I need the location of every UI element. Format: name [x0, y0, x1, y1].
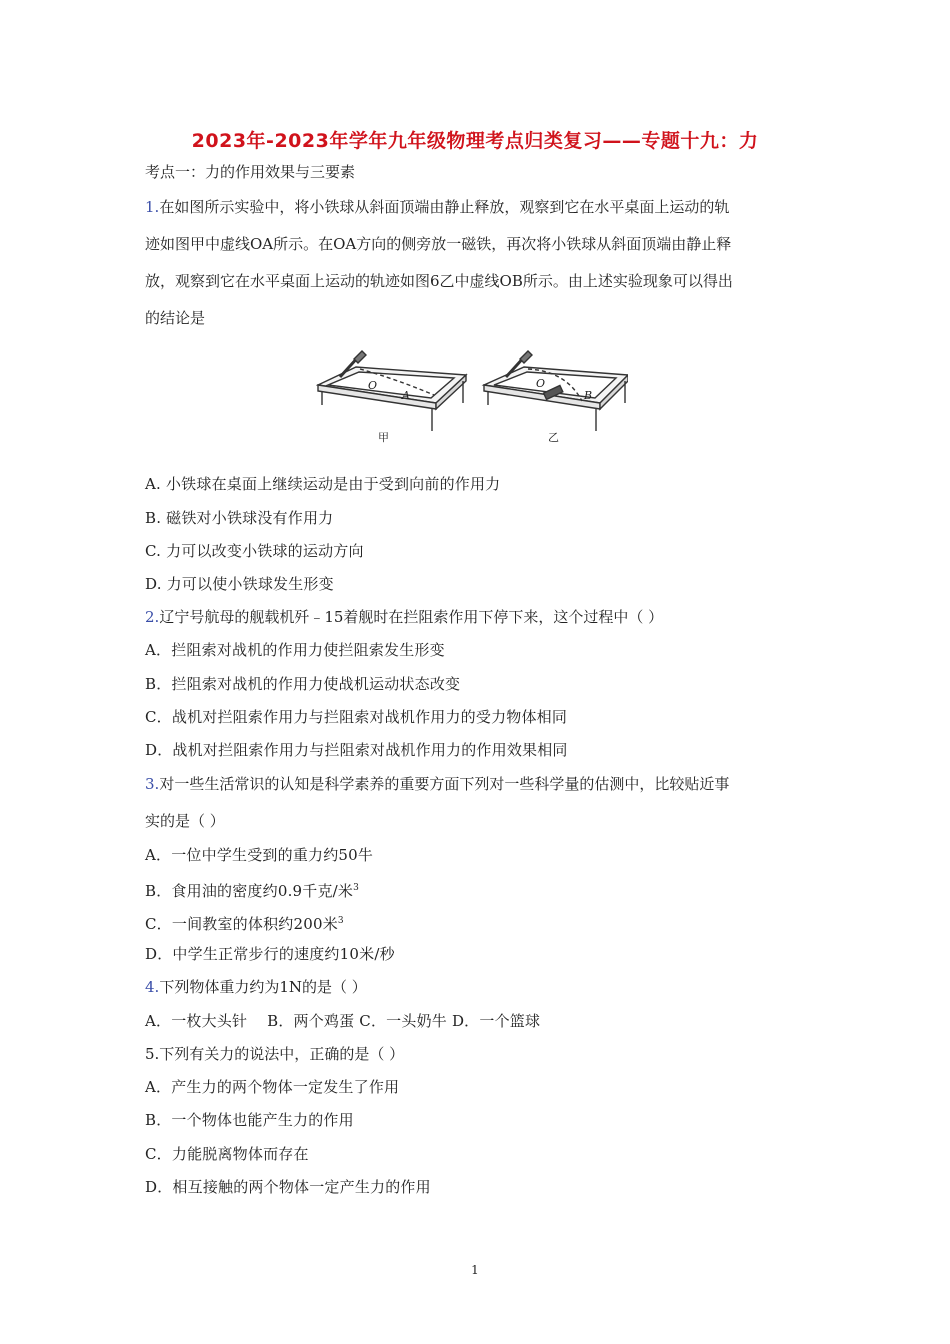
q1-option-d: D. 力可以使小铁球发生形变 — [145, 575, 334, 593]
q2-stem — [145, 607, 663, 627]
q1-line-4: 的结论是 — [145, 309, 206, 327]
q3-option-a: A．一位中学生受到的重力约50牛 — [145, 846, 374, 864]
q2-option-a: A．拦阻索对战机的作用力使拦阻索发生形变 — [145, 641, 445, 659]
q2-option-d: D．战机对拦阻索作用力与拦阻索对战机作用力的作用效果相同 — [145, 741, 568, 759]
q5-option-d: D．相互接触的两个物体一定产生力的作用 — [145, 1178, 431, 1196]
q3-option-c — [145, 911, 344, 934]
page-number: 1 — [471, 1263, 479, 1277]
q2-stem-text: 辽宁号航母的舰载机歼﹣15着舰时在拦阻索作用下停下来，这个过程中（ ） — [159, 608, 664, 626]
q5-option-a: A．产生力的两个物体一定发生了作用 — [145, 1078, 400, 1096]
q3-option-b — [145, 878, 359, 901]
q3-option-d: D．中学生正常步行的速度约10米/秒 — [145, 945, 395, 963]
document-title: 2023年-2023年学年九年级物理考点归类复习——专题十九：力 — [191, 130, 759, 152]
q1-line-1 — [145, 197, 729, 217]
label-o-yi: O — [536, 377, 546, 390]
q3-option-b-sup: 3 — [353, 883, 360, 893]
q1-option-b: B. 磁铁对小铁球没有作用力 — [145, 509, 334, 527]
q1-number: 1. — [145, 198, 160, 216]
caption-jia: 甲 — [378, 431, 389, 444]
q5-option-c: C．力能脱离物体而存在 — [145, 1145, 309, 1163]
table-yi — [484, 351, 628, 431]
q3-line-2: 实的是（ ） — [145, 812, 225, 830]
q5-option-b: B．一个物体也能产生力的作用 — [145, 1111, 354, 1129]
section-heading: 考点一：力的作用效果与三要素 — [145, 163, 356, 181]
caption-yi: 乙 — [548, 431, 559, 444]
q3-line-1 — [145, 774, 729, 794]
q2-number: 2. — [145, 608, 160, 626]
q1-text-1: 在如图所示实验中，将小铁球从斜面顶端由静止释放，观察到它在水平桌面上运动的轨 — [159, 198, 730, 216]
experiment-figure — [316, 345, 628, 445]
q3-option-c-sup: 3 — [337, 916, 344, 926]
q3-text-1: 对一些生活常识的认知是科学素养的重要方面下列对一些科学量的估测中，比较贴近事 — [159, 775, 730, 793]
q2-option-c: C．战机对拦阻索作用力与拦阻索对战机作用力的受力物体相同 — [145, 708, 568, 726]
q3-number: 3. — [145, 775, 160, 793]
q1-line-2: 迹如图甲中虚线OA所示。在OA方向的侧旁放一磁铁，再次将小铁球从斜面顶端由静止释 — [145, 235, 732, 253]
q4-stem-text: 下列物体重力约为1N的是（ ） — [159, 978, 367, 996]
q1-line-3: 放，观察到它在水平桌面上运动的轨迹如图6乙中虚线OB所示。由上述实验现象可以得出 — [145, 272, 733, 290]
table-jia — [318, 351, 466, 431]
q1-option-a: A. 小铁球在桌面上继续运动是由于受到向前的作用力 — [145, 475, 501, 493]
q2-option-b: B．拦阻索对战机的作用力使战机运动状态改变 — [145, 675, 461, 693]
q3-option-b-text: B．食用油的密度约0.9千克/米 — [145, 882, 354, 900]
q4-stem — [145, 977, 367, 997]
q4-number: 4. — [145, 978, 160, 996]
q3-option-c-text: C．一间教室的体积约200米 — [145, 915, 338, 933]
q4-options: A．一枚大头针 B．两个鸡蛋 C．一头奶牛 D．一个篮球 — [145, 1012, 541, 1030]
label-a: A — [402, 389, 410, 402]
label-o-jia: O — [368, 379, 378, 392]
q5-stem: 5.下列有关力的说法中，正确的是（ ） — [145, 1045, 405, 1063]
label-b: B — [584, 389, 593, 402]
q1-option-c: C. 力可以改变小铁球的运动方向 — [145, 542, 364, 560]
